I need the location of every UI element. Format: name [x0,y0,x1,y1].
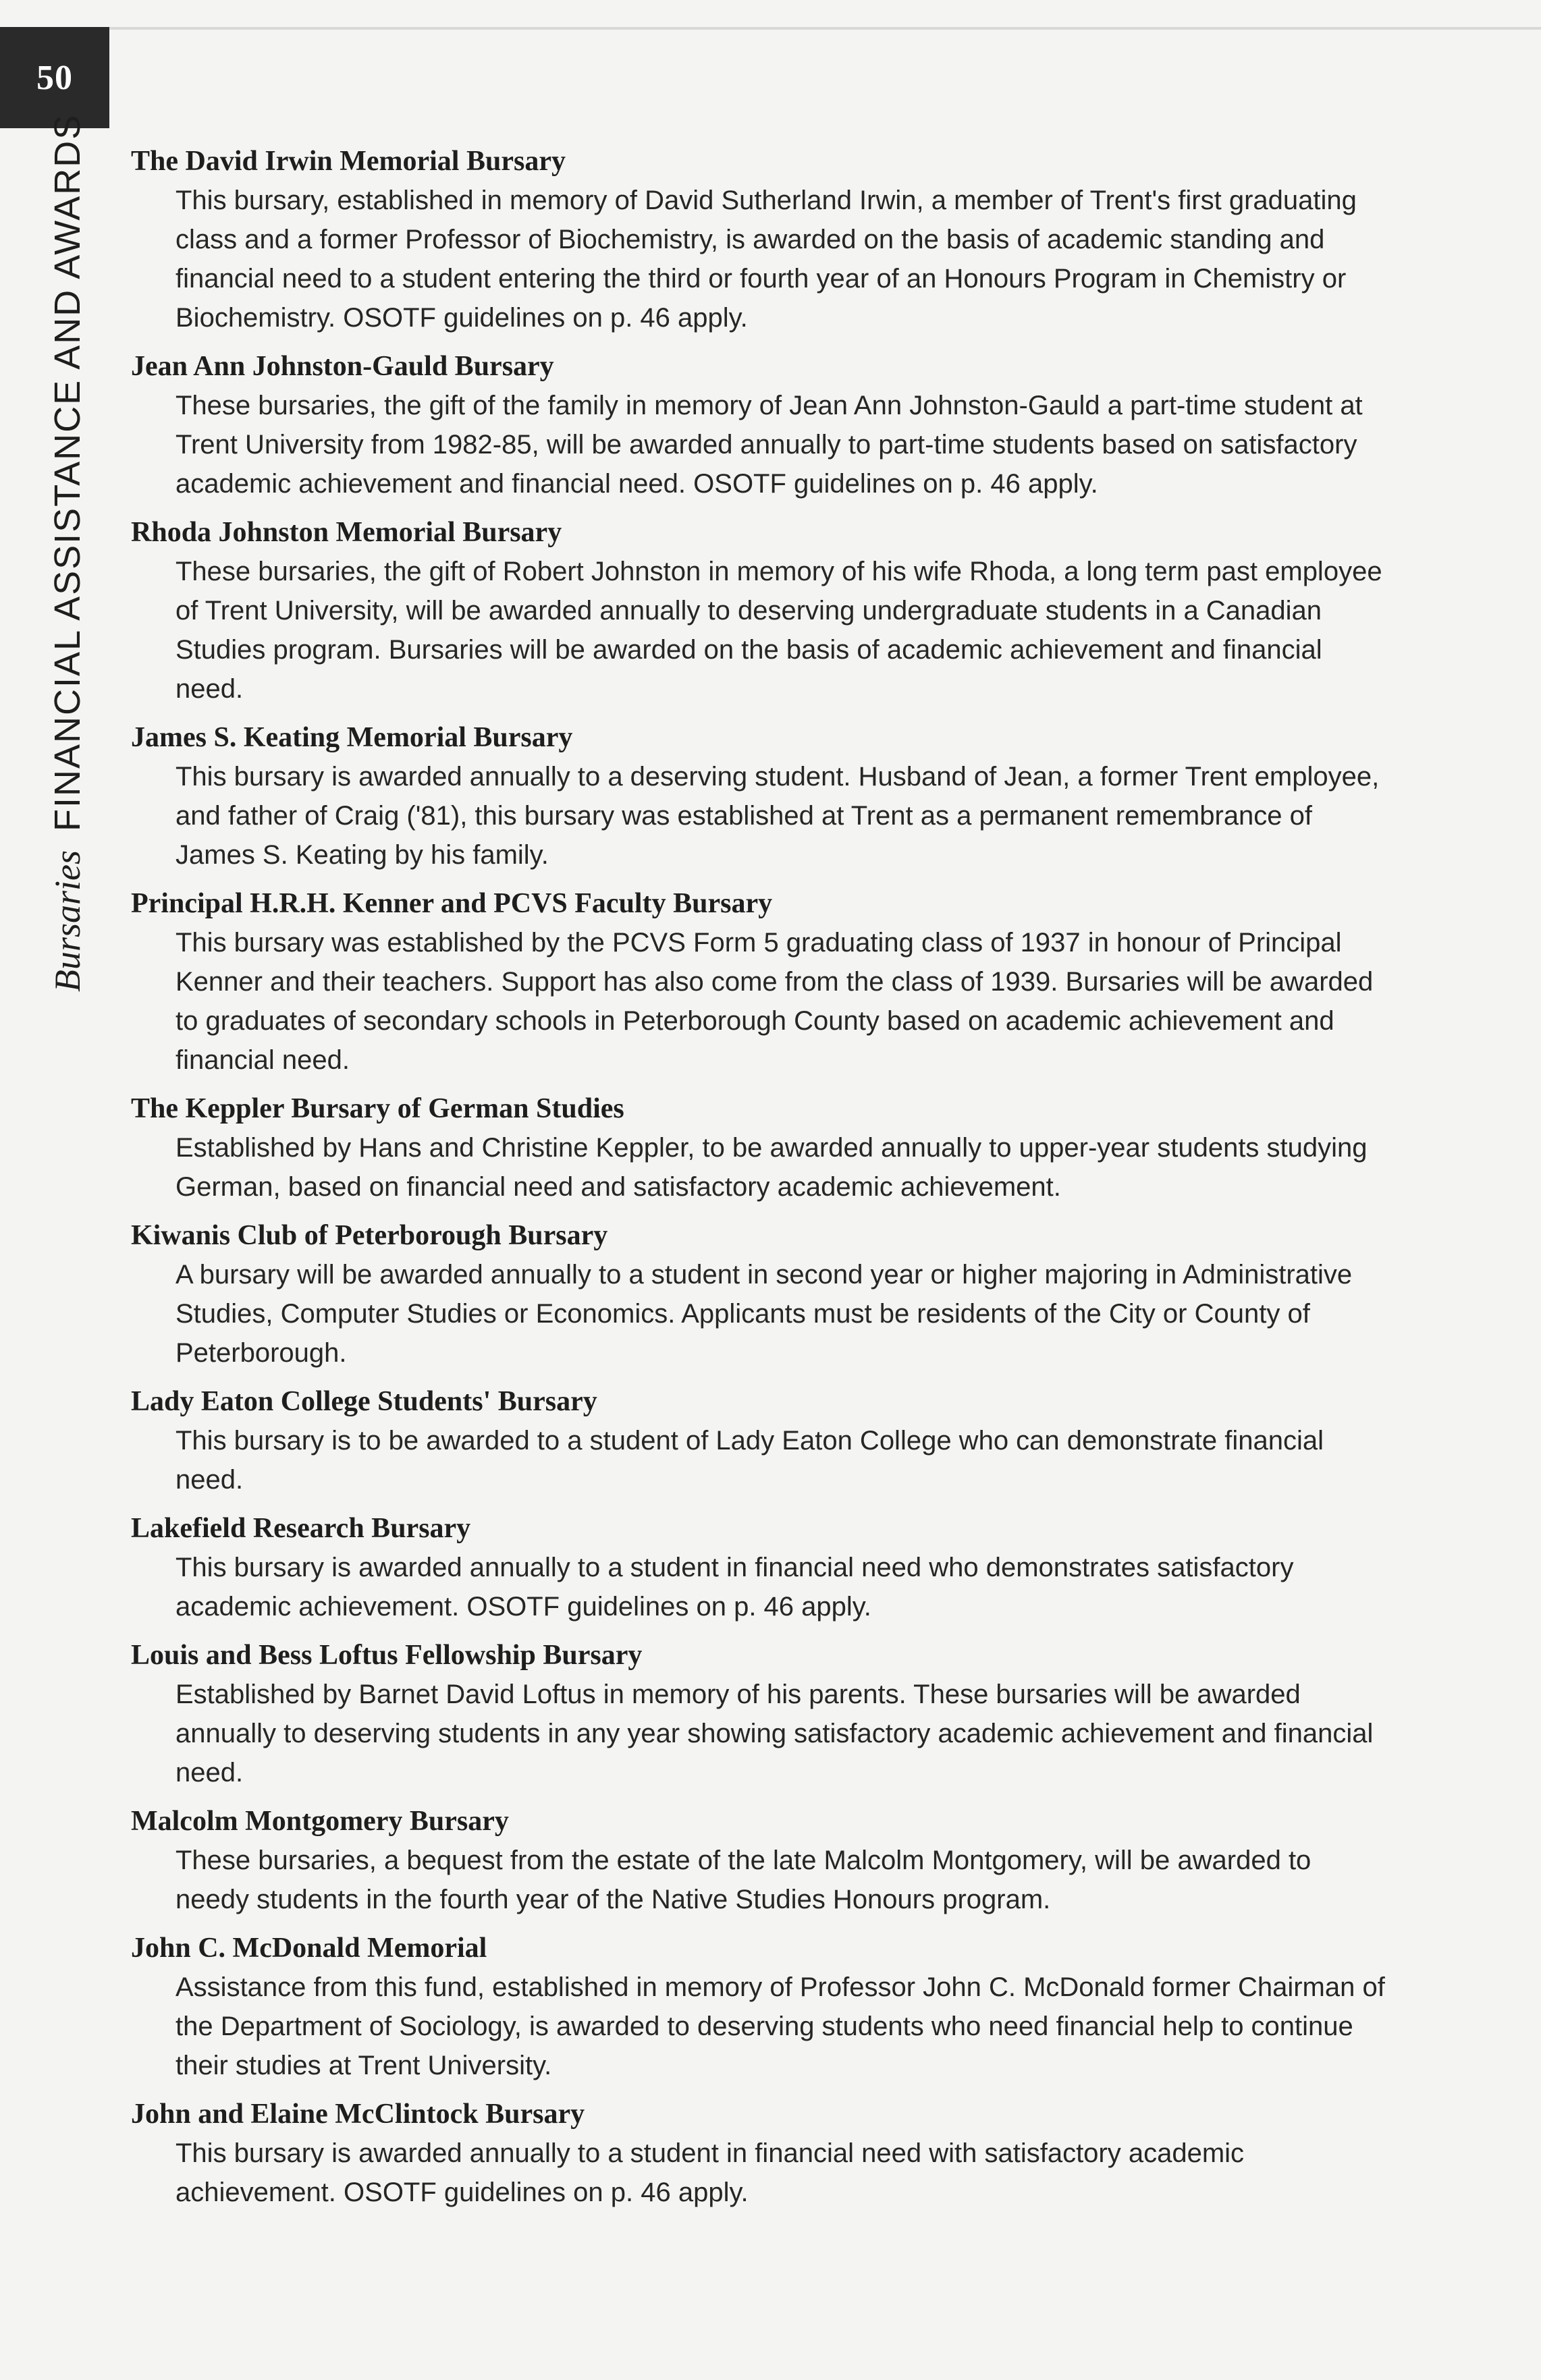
bursary-entry [131,142,1386,337]
bursary-title: Louis and Bess Loftus Fellowship Bursary [131,1640,643,1671]
bursary-title: The David Irwin Memorial Bursary [131,146,566,177]
bursary-title: John and Elaine McClintock Bursary [131,2099,585,2130]
bursary-entry [131,1509,1386,1626]
page-number: 50 [36,58,73,97]
bursary-description: This bursary is awarded annually to a student in financial need with satisfactory academic achievement. OSOTF guidelines on p. 46 apply. [175,2138,1245,2207]
bursary-entry [131,347,1386,503]
bursary-entry [131,884,1386,1080]
bursary-title: Rhoda Johnston Memorial Bursary [131,517,562,548]
bursary-description: Assistance from this fund, established in memory of Professor John C. McDonald former Chairman of the Department of Sociology, is awarded to deserving students who need financial help to continue their studies at Trent University. [175,1972,1385,2080]
bursary-title: Kiwanis Club of Peterborough Bursary [131,1220,608,1251]
bursary-entry [131,1382,1386,1499]
bursary-description: This bursary, established in memory of David Sutherland Irwin, a member of Trent's first graduating class and a former Professor of Biochemistry, is awarded on the basis of academic standing and financial need to a student entering the third or fourth year of an Honours Program in Chemistry or Biochemistry. OSOTF guidelines on p. 46 apply. [175,186,1357,333]
chapter-label: FINANCIAL ASSISTANCE AND AWARDS [47,113,88,831]
bursary-description: Established by Hans and Christine Keppler, to be awarded annually to upper-year students studying German, based on financial need and satisfactory academic achievement. [175,1133,1368,1202]
bursary-title: Malcolm Montgomery Bursary [131,1806,509,1837]
bursary-description: These bursaries, the gift of the family in memory of Jean Ann Johnston-Gauld a part-time student at Trent University from 1982-85, will be awarded annually to part-time students based on satisfactory academic achievement and financial need. OSOTF guidelines on p. 46 apply. [175,391,1363,499]
running-header-vertical [47,114,88,992]
bursary-title: The Keppler Bursary of German Studies [131,1093,624,1124]
bursary-title: Lakefield Research Bursary [131,1513,471,1544]
bursary-entry [131,1216,1386,1373]
top-rule [0,27,1541,30]
bursary-entry [131,1929,1386,2085]
bursary-entry [131,2095,1386,2212]
bursary-title: Lady Eaton College Students' Bursary [131,1386,597,1417]
bursary-list [131,142,1386,2221]
bursary-entry [131,1636,1386,1792]
bursary-description: Established by Barnet David Loftus in memory of his parents. These bursaries will be awarded annually to deserving students in any year showing satisfactory academic achievement and financial need. [175,1680,1374,1788]
bursary-entry [131,718,1386,875]
bursary-description: These bursaries, a bequest from the estate of the late Malcolm Montgomery, will be awarded to needy students in the fourth year of the Native Studies Honours program. [175,1846,1312,1914]
bursary-entry [131,1802,1386,1919]
bursary-title: Jean Ann Johnston-Gauld Bursary [131,351,554,382]
bursary-description: This bursary is to be awarded to a student of Lady Eaton College who can demonstrate financial need. [175,1426,1324,1495]
bursary-description: This bursary is awarded annually to a student in financial need who demonstrates satisfactory academic achievement. OSOTF guidelines on p. 46 apply. [175,1553,1294,1622]
bursary-description: This bursary is awarded annually to a deserving student. Husband of Jean, a former Trent employee, and father of Craig ('81), this bursary was established at Trent as a permanent remembrance of James S. Keating by his family. [175,762,1380,870]
bursary-title: John C. McDonald Memorial [131,1933,487,1964]
bursary-description: These bursaries, the gift of Robert Johnston in memory of his wife Rhoda, a long term past employee of Trent University, will be awarded annually to deserving undergraduate students in a Canadian Studies program. Bursaries will be awarded on the basis of academic achievement and financial need. [175,557,1382,704]
page-number-tab [0,27,109,128]
bursary-entry [131,513,1386,709]
section-label: Bursaries [47,850,88,992]
bursary-title: Principal H.R.H. Kenner and PCVS Faculty Bursary [131,888,773,919]
bursary-description: This bursary was established by the PCVS Form 5 graduating class of 1937 in honour of Principal Kenner and their teachers. Support has also come from the class of 1939. Bursaries will be awarded to graduates of secondary schools in Peterborough County based on academic achievement and financial need. [175,928,1374,1075]
bursary-description: A bursary will be awarded annually to a student in second year or higher majoring in Administrative Studies, Computer Studies or Economics. Applicants must be residents of the City or County of Peterborough. [175,1260,1353,1368]
bursary-title: James S. Keating Memorial Bursary [131,722,573,753]
bursary-entry [131,1089,1386,1207]
